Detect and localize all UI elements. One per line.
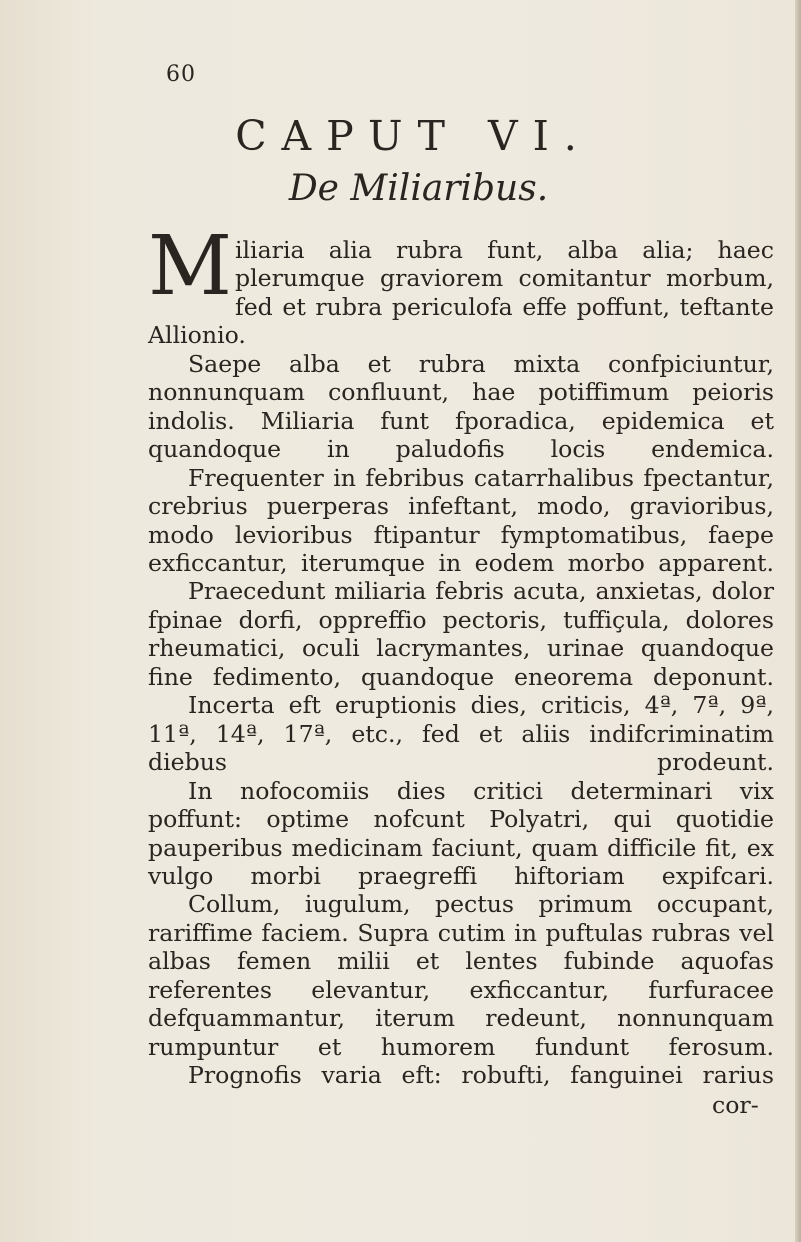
- paragraph: In nofocomiis dies critici determinari vix poffunt: optime nofcunt Polyatri, qui quotidie pauperibus medicinam faciunt, quam difficile fit, ex vulgo morbi praegreffi hiftoriam expifcari.: [148, 776, 774, 890]
- paragraph: Collum, iugulum, pectus primum occupant, rariffime faciem. Supra cutim in puftulas rubras vel albas femen milii et lentes fubinde aquofas referentes elevantur, exficcantur, furfuracee defquammantur, iterum redeunt, nonnunquam rumpuntur et humorem fundunt ferosum.: [148, 890, 774, 1061]
- catchword: cor-: [712, 1091, 759, 1119]
- paragraph: Praecedunt miliaria febris acuta, anxietas, dolor fpinae dorfi, oppreffio pectoris, tuffiçula, dolores rheumatici, oculi lacrymantes, urinae quandoque fine fedimento, quandoque eneorema deponunt.: [148, 577, 774, 691]
- paragraph: Prognofis varia eft: robufti, fanguinei rarius: [188, 1061, 774, 1090]
- paragraph-text: iliaria alia rubra funt, alba alia; haec plerumque graviorem comitantur morbum, fed et rubra periculofa effe poffunt, teftante Allionio.: [148, 236, 774, 350]
- body-text: [148, 219, 774, 1090]
- chapter-subtitle: De Miliaribus.: [288, 168, 549, 209]
- paragraph: [148, 219, 774, 350]
- drop-cap: M: [148, 219, 232, 314]
- chapter-heading: CAPUT VI.: [235, 112, 592, 160]
- paragraph: Saepe alba et rubra mixta confpiciuntur, nonnunquam confluunt, hae potiffimum peioris indolis. Miliaria funt fporadica, epidemica et quandoque in paludofis locis endemica.: [148, 349, 774, 464]
- page-number: 60: [166, 62, 196, 87]
- paragraph: Frequenter in febribus catarrhalibus fpectantur, crebrius puerperas infeftant, modo, gravioribus, modo levioribus ftipantur fymptomatibus, faepe exficcantur, iterumque in eodem morbo apparent.: [148, 463, 774, 577]
- paragraph: Incerta eft eruptionis dies, criticis, 4ª, 7ª, 9ª, 11ª, 14ª, 17ª, etc., fed et aliis indifcriminatim diebus prodeunt.: [148, 691, 774, 777]
